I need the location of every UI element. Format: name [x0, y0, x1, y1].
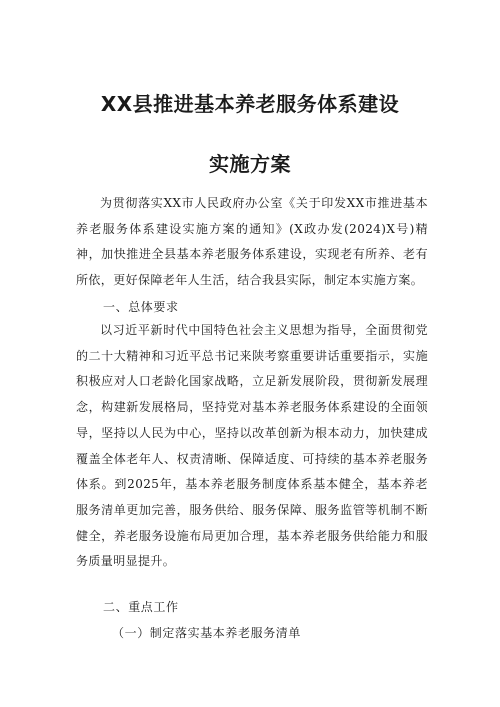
section-heading-general-requirements: 一、总体要求: [103, 300, 179, 314]
document-subtitle: 实施方案: [209, 152, 291, 176]
document-title: XX县推进基本养老服务体系建设: [100, 92, 400, 116]
section-heading-key-work: 二、重点工作: [103, 600, 179, 614]
general-requirements-paragraph: 以习近平新时代中国特色社会主义思想为指导，全面贯彻党的二十大精神和习近平总书记来陕考察重要讲话重要指示，实施积极应对人口老龄化国家战略，立足新发展阶段，贯彻新发展理念，构建新发展格局，坚持党对基本养老服务体系建设的全面领导，坚持以人民为中心，坚持以改革创新为根本动力，加快建成覆盖全体老年人、权责清晰、保障适度、可持续的基本养老服务体系。到2025年，基本养老服务制度体系基本健全，基本养老服务清单更加完善，服务供给、服务保障、服务监管等机制不断健全，养老服务设施布局更加合理，基本养老服务供给能力和服务质量明显提升。: [76, 323, 428, 569]
subsection-heading-service-list: （一）制定落实基本养老服务清单: [112, 626, 302, 640]
intro-paragraph: 为贯彻落实XX市人民政府办公室《关于印发XX市推进基本养老服务体系建设实施方案的通知》(X政办发(2024)X号)精神，加快推进全县基本养老服务体系建设，实现老有所养、老有所依，更好保障老年人生活，结合我县实际，制定本实施方案。: [76, 196, 428, 288]
